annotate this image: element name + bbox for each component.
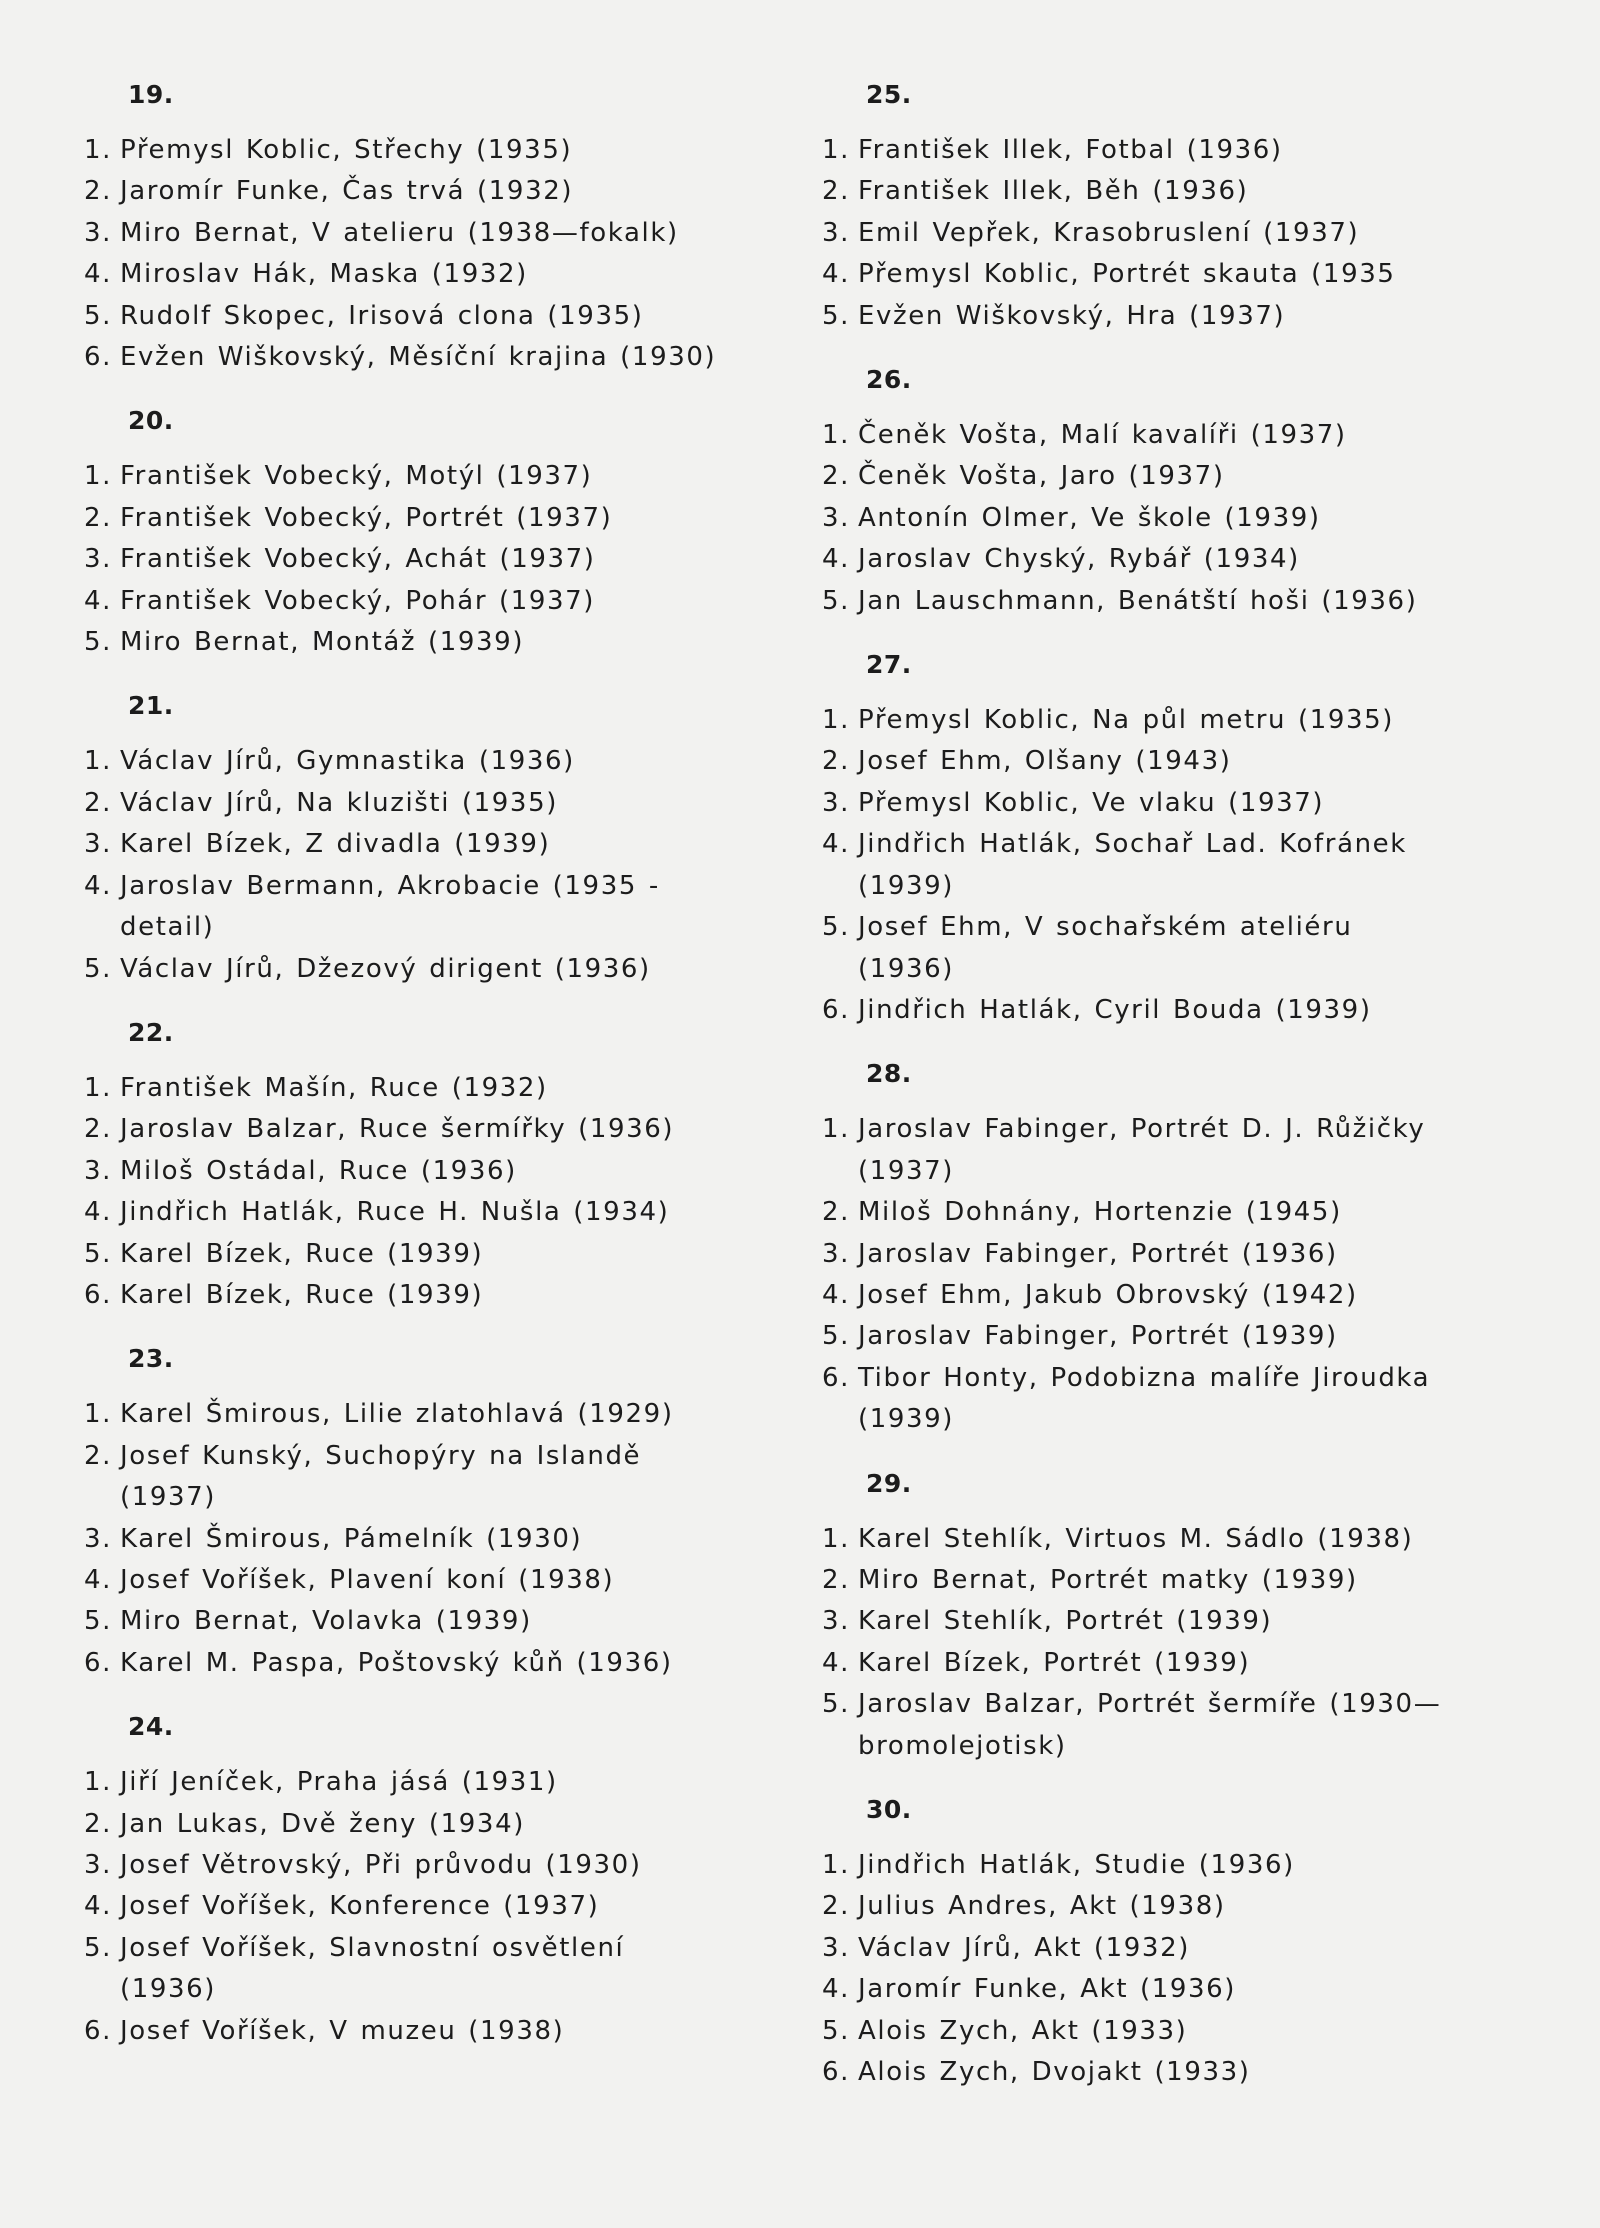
catalog-entry — [84, 622, 744, 663]
entry-number: 6. — [84, 1647, 113, 1678]
catalog-entry — [84, 1804, 744, 1845]
entry-number: 2. — [822, 746, 851, 777]
entry-number: 6. — [822, 1362, 851, 1393]
entry-text: Josef Ehm, Olšany (1943) — [858, 746, 1232, 777]
catalog-entry — [84, 741, 744, 782]
section-number: 28. — [866, 1059, 912, 1089]
catalog-entry — [822, 1643, 1462, 1684]
entry-number: 6. — [84, 2015, 113, 2046]
entry-text: Karel Bízek, Ruce (1939) — [120, 1238, 484, 1269]
section-number: 29. — [866, 1468, 912, 1498]
entry-number: 5. — [84, 1932, 113, 1963]
right-column — [822, 78, 1462, 2119]
catalog-entry — [822, 1886, 1462, 1927]
catalog-entry — [822, 1358, 1462, 1441]
catalog-entry — [822, 907, 1462, 990]
catalog-section — [822, 1793, 1462, 2093]
entry-list — [822, 700, 1462, 1031]
catalog-entry — [822, 456, 1462, 497]
entry-text: Alois Zych, Akt (1933) — [858, 2015, 1188, 2046]
entry-text: Antonín Olmer, Ve škole (1939) — [858, 502, 1321, 533]
entry-text: Karel Stehlík, Virtuos M. Sádlo (1938) — [858, 1523, 1414, 1554]
entry-text: Julius Andres, Akt (1938) — [858, 1891, 1226, 1922]
entry-text: Karel M. Paspa, Poštovský kůň (1936) — [120, 1647, 673, 1678]
catalog-entry — [84, 539, 744, 580]
section-number: 20. — [128, 406, 174, 436]
catalog-entry — [822, 1601, 1462, 1642]
entry-text: Evžen Wiškovský, Hra (1937) — [858, 300, 1286, 331]
catalog-entry — [822, 1560, 1462, 1601]
catalog-entry — [84, 498, 744, 539]
entry-number: 3. — [822, 1932, 851, 1963]
entry-text: Jan Lauschmann, Benátští hoši (1936) — [858, 585, 1418, 616]
entry-number: 5. — [84, 953, 113, 984]
entry-text: Miroslav Hák, Maska (1932) — [120, 259, 528, 290]
catalog-entry — [822, 700, 1462, 741]
entry-number: 2. — [84, 1808, 113, 1839]
entry-number: 5. — [822, 1321, 851, 1352]
entry-number: 1. — [84, 1767, 113, 1798]
entry-number: 1. — [822, 1523, 851, 1554]
entry-text: Jaroslav Balzar, Portrét šermíře (1930—bromolejotisk) — [858, 1689, 1442, 1761]
entry-number: 4. — [84, 585, 113, 616]
entry-number: 4. — [822, 1279, 851, 1310]
catalog-entry — [84, 1845, 744, 1886]
entry-text: Čeněk Vošta, Jaro (1937) — [858, 461, 1225, 492]
entry-text: Karel Šmirous, Lilie zlatohlavá (1929) — [120, 1399, 674, 1430]
catalog-entry — [822, 1275, 1462, 1316]
entry-text: Josef Voříšek, V muzeu (1938) — [120, 2015, 565, 2046]
catalog-entry — [822, 783, 1462, 824]
entry-text: Přemysl Koblic, Střechy (1935) — [120, 135, 573, 165]
entry-text: Jindřich Hatlák, Ruce H. Nušla (1934) — [120, 1197, 670, 1228]
entry-list — [822, 415, 1462, 622]
entry-text: Přemysl Koblic, Ve vlaku (1937) — [858, 787, 1325, 818]
section-number: 19. — [128, 80, 174, 109]
entry-text: Václav Jírů, Džezový dirigent (1936) — [120, 953, 651, 984]
catalog-section — [84, 1710, 744, 2052]
entry-list — [822, 1109, 1462, 1440]
catalog-entry — [822, 990, 1462, 1031]
catalog-entry — [84, 1068, 744, 1109]
entry-list — [822, 130, 1462, 337]
entry-number: 3. — [84, 1850, 113, 1880]
entry-text: Přemysl Koblic, Na půl metru (1935) — [858, 705, 1395, 736]
catalog-entry — [84, 2011, 744, 2052]
catalog-entry — [822, 1109, 1462, 1192]
catalog-entry — [822, 1845, 1462, 1886]
entry-text: Miro Bernat, Volavka (1939) — [120, 1606, 532, 1637]
catalog-entry — [84, 1192, 744, 1233]
catalog-section — [822, 78, 1462, 337]
entry-number: 6. — [822, 2057, 851, 2088]
catalog-section — [822, 648, 1462, 1031]
entry-text: Alois Zych, Dvojakt (1933) — [858, 2057, 1251, 2088]
catalog-entry — [84, 824, 744, 865]
catalog-entry — [84, 1234, 744, 1275]
catalog-entry — [822, 824, 1462, 907]
section-number: 21. — [128, 691, 174, 721]
entry-text: Rudolf Skopec, Irisová clona (1935) — [120, 300, 644, 331]
entry-list — [84, 1762, 744, 2052]
catalog-entry — [84, 1762, 744, 1803]
catalog-section — [84, 1016, 744, 1316]
catalog-entry — [822, 1519, 1462, 1560]
entry-text: Jindřich Hatlák, Sochař Lad. Kofránek (1939) — [858, 829, 1407, 901]
entry-number: 4. — [84, 1891, 113, 1922]
entry-text: Jan Lukas, Dvě ženy (1934) — [120, 1808, 525, 1839]
entry-text: Karel Bízek, Portrét (1939) — [858, 1647, 1251, 1678]
catalog-entry — [822, 213, 1462, 254]
catalog-entry — [84, 254, 744, 295]
entry-text: Václav Jírů, Na kluzišti (1935) — [120, 787, 558, 818]
entry-number: 5. — [822, 300, 851, 331]
section-number: 30. — [866, 1795, 912, 1824]
entry-number: 4. — [822, 544, 851, 575]
entry-number: 1. — [84, 135, 113, 165]
entry-text: Karel Bízek, Ruce (1939) — [120, 1279, 484, 1310]
entry-number: 1. — [84, 746, 113, 777]
entry-text: Karel Šmirous, Pámelník (1930) — [120, 1523, 583, 1554]
entry-number: 2. — [822, 1564, 851, 1595]
entry-text: Tibor Honty, Podobizna malíře Jiroudka (1939) — [858, 1362, 1431, 1435]
entry-number: 6. — [84, 342, 113, 373]
entry-number: 5. — [84, 300, 113, 331]
catalog-entry — [822, 1928, 1462, 1969]
entry-number: 2. — [84, 502, 113, 533]
catalog-entry — [84, 1560, 744, 1601]
entry-number: 5. — [822, 585, 851, 616]
entry-text: Jaroslav Fabinger, Portrét (1939) — [858, 1321, 1338, 1352]
catalog-entry — [822, 171, 1462, 212]
entry-number: 3. — [84, 217, 113, 248]
entry-number: 1. — [822, 135, 851, 165]
entry-text: Jaroslav Bermann, Akrobacie (1935 - detail) — [120, 870, 660, 943]
catalog-entry — [822, 1192, 1462, 1233]
entry-text: Jaroslav Fabinger, Portrét (1936) — [858, 1238, 1338, 1269]
entry-text: Jindřich Hatlák, Cyril Bouda (1939) — [858, 994, 1372, 1025]
catalog-entry — [84, 1394, 744, 1435]
entry-number: 1. — [84, 1072, 113, 1103]
catalog-entry — [84, 949, 744, 990]
catalog-entry — [822, 2052, 1462, 2093]
entry-text: Jaroslav Fabinger, Portrét D. J. Růžičky (1937) — [858, 1114, 1426, 1186]
entry-number: 2. — [822, 176, 851, 207]
catalog-entry — [822, 296, 1462, 337]
entry-text: Václav Jírů, Akt (1932) — [858, 1932, 1190, 1963]
entry-number: 3. — [84, 1523, 113, 1554]
catalog-entry — [822, 415, 1462, 456]
entry-text: František Vobecký, Motýl (1937) — [120, 461, 593, 492]
entry-text: Jiří Jeníček, Praha jásá (1931) — [120, 1767, 558, 1798]
entry-text: František Vobecký, Achát (1937) — [120, 544, 596, 575]
entry-number: 1. — [84, 461, 113, 492]
entry-text: Josef Ehm, Jakub Obrovský (1942) — [858, 1279, 1358, 1310]
entry-text: Miro Bernat, Portrét matky (1939) — [858, 1564, 1358, 1595]
entry-text: Evžen Wiškovský, Měsíční krajina (1930) — [120, 342, 717, 373]
entry-number: 1. — [822, 1850, 851, 1880]
entry-list — [84, 1394, 744, 1684]
catalog-entry — [822, 741, 1462, 782]
entry-number: 1. — [84, 1399, 113, 1430]
catalog-section — [822, 1057, 1462, 1440]
entry-text: Miloš Ostádal, Ruce (1936) — [120, 1155, 517, 1186]
catalog-entry — [84, 1109, 744, 1150]
catalog-entry — [822, 1316, 1462, 1357]
catalog-entry — [84, 581, 744, 622]
catalog-entry — [84, 130, 744, 171]
entry-text: Josef Voříšek, Konference (1937) — [120, 1891, 600, 1922]
entry-text: Václav Jírů, Gymnastika (1936) — [120, 746, 575, 777]
entry-list — [84, 130, 744, 378]
entry-list — [84, 741, 744, 989]
entry-number: 5. — [822, 2015, 851, 2046]
catalog-entry — [822, 539, 1462, 580]
entry-number: 3. — [822, 502, 851, 533]
entry-number: 3. — [84, 1155, 113, 1186]
entry-number: 3. — [822, 787, 851, 818]
catalog-section — [84, 78, 744, 378]
entry-number: 3. — [84, 544, 113, 575]
entry-text: Miloš Dohnány, Hortenzie (1945) — [858, 1197, 1342, 1228]
entry-number: 2. — [822, 461, 851, 492]
entry-number: 4. — [84, 1564, 113, 1595]
catalog-entry — [84, 1886, 744, 1927]
catalog-section — [822, 1467, 1462, 1767]
entry-number: 4. — [822, 1974, 851, 2005]
entry-text: Josef Kunský, Suchopýry na Islandě (1937) — [120, 1440, 642, 1513]
catalog-entry — [822, 130, 1462, 171]
catalog-entry — [84, 1275, 744, 1316]
catalog-entry — [84, 866, 744, 949]
section-number: 24. — [128, 1712, 174, 1742]
catalog-entry — [822, 581, 1462, 622]
entry-text: Jaromír Funke, Akt (1936) — [858, 1974, 1237, 2005]
entry-number: 2. — [84, 1440, 113, 1471]
entry-number: 1. — [822, 1114, 851, 1145]
entry-list — [822, 1519, 1462, 1767]
catalog-entry — [84, 1601, 744, 1642]
catalog-entry — [84, 1928, 744, 2011]
entry-text: Josef Větrovský, Při průvodu (1930) — [120, 1850, 642, 1880]
entry-text: Miro Bernat, V atelieru (1938—fokalk) — [120, 217, 679, 248]
entry-text: Jindřich Hatlák, Studie (1936) — [858, 1850, 1295, 1880]
entry-number: 1. — [822, 705, 851, 736]
entry-text: Emil Vepřek, Krasobruslení (1937) — [858, 217, 1360, 248]
entry-number: 5. — [84, 627, 113, 658]
catalog-section — [84, 1342, 744, 1684]
left-column — [84, 78, 744, 2078]
entry-number: 5. — [84, 1606, 113, 1637]
catalog-entry — [84, 783, 744, 824]
entry-text: František Illek, Běh (1936) — [858, 176, 1249, 207]
catalog-entry — [84, 1436, 744, 1519]
entry-text: Miro Bernat, Montáž (1939) — [120, 627, 525, 658]
entry-number: 1. — [822, 420, 851, 451]
entry-list — [84, 1068, 744, 1316]
entry-number: 4. — [822, 259, 851, 290]
entry-text: Přemysl Koblic, Portrét skauta (1935 — [858, 259, 1396, 290]
entry-number: 5. — [822, 912, 851, 943]
entry-list — [84, 456, 744, 663]
catalog-entry — [822, 1684, 1462, 1767]
entry-number: 2. — [84, 176, 113, 207]
entry-text: František Illek, Fotbal (1936) — [858, 135, 1283, 165]
entry-text: František Mašín, Ruce (1932) — [120, 1072, 548, 1103]
catalog-entry — [822, 1234, 1462, 1275]
entry-list — [822, 1845, 1462, 2093]
entry-text: Čeněk Vošta, Malí kavalíři (1937) — [858, 420, 1347, 451]
entry-number: 3. — [822, 1238, 851, 1269]
entry-number: 4. — [822, 829, 851, 860]
catalog-entry — [84, 213, 744, 254]
section-number: 22. — [128, 1017, 174, 1047]
entry-number: 4. — [84, 1197, 113, 1228]
catalog-entry — [84, 1151, 744, 1192]
entry-number: 3. — [84, 829, 113, 860]
entry-text: Karel Bízek, Z divadla (1939) — [120, 829, 551, 860]
entry-number: 6. — [84, 1279, 113, 1310]
section-number: 27. — [866, 650, 912, 680]
entry-number: 5. — [822, 1689, 851, 1720]
section-number: 25. — [866, 80, 912, 109]
entry-text: Jaroslav Balzar, Ruce šermířky (1936) — [120, 1114, 675, 1145]
entry-text: Karel Stehlík, Portrét (1939) — [858, 1606, 1273, 1637]
catalog-entry — [822, 2011, 1462, 2052]
entry-text: Josef Voříšek, Slavnostní osvětlení (1936) — [120, 1932, 625, 2005]
entry-number: 2. — [822, 1891, 851, 1922]
catalog-entry — [84, 1519, 744, 1560]
section-number: 26. — [866, 365, 912, 395]
catalog-entry — [822, 1969, 1462, 2010]
catalog-section — [84, 404, 744, 663]
entry-number: 5. — [84, 1238, 113, 1269]
entry-number: 6. — [822, 994, 851, 1025]
catalog-entry — [822, 254, 1462, 295]
entry-text: Josef Ehm, V sochařském ateliéru (1936) — [858, 912, 1353, 984]
entry-number: 2. — [84, 787, 113, 818]
catalog-entry — [822, 498, 1462, 539]
entry-number: 3. — [822, 217, 851, 248]
entry-number: 4. — [822, 1647, 851, 1678]
catalog-entry — [84, 171, 744, 212]
entry-number: 3. — [822, 1606, 851, 1637]
catalog-entry — [84, 296, 744, 337]
entry-number: 4. — [84, 870, 113, 901]
entry-text: Jaromír Funke, Čas trvá (1932) — [120, 176, 574, 207]
catalog-entry — [84, 1643, 744, 1684]
entry-text: Jaroslav Chyský, Rybář (1934) — [858, 544, 1300, 575]
entry-text: František Vobecký, Pohár (1937) — [120, 585, 596, 616]
entry-number: 4. — [84, 259, 113, 290]
entry-text: Josef Voříšek, Plavení koní (1938) — [120, 1564, 615, 1595]
section-number: 23. — [128, 1344, 174, 1374]
catalog-entry — [84, 456, 744, 497]
entry-text: František Vobecký, Portrét (1937) — [120, 502, 613, 533]
catalog-entry — [84, 337, 744, 378]
entry-number: 2. — [84, 1114, 113, 1145]
entry-number: 2. — [822, 1197, 851, 1228]
catalog-section — [84, 689, 744, 989]
catalog-section — [822, 363, 1462, 622]
